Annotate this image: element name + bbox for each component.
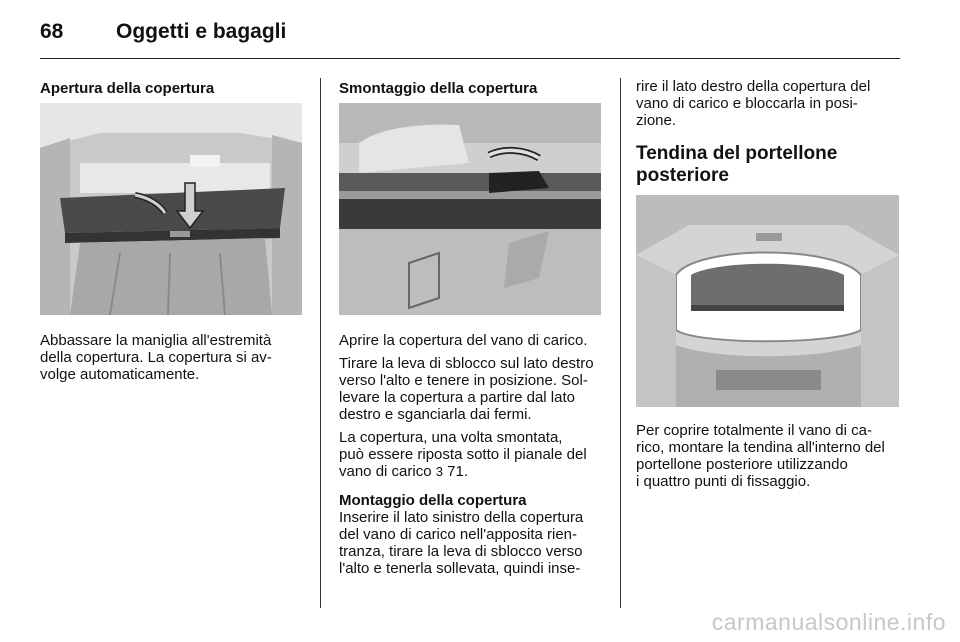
- paragraph: Per coprire totalmente il vano di ca- rico, montare la tendina all'interno del portellone posteriore utilizzando i quattro punti di fissaggio.: [636, 422, 885, 490]
- chapter-title: Oggetti e bagagli: [116, 20, 287, 43]
- figure-cover-removal: [339, 103, 601, 315]
- column-divider: [620, 78, 621, 608]
- figure-tailgate-blind: [636, 195, 899, 407]
- paragraph: Tirare la leva di sblocco sul lato destro verso l'alto e tenere in posizione. Sol- levare la copertura a partire dal lato destro e sganciarla dai fermi.: [339, 355, 594, 423]
- paragraph: Aprire la copertura del vano di carico.: [339, 332, 588, 349]
- line: volge automaticamente.: [40, 366, 200, 383]
- page-number: 68: [40, 20, 64, 43]
- paragraph: [40, 332, 310, 383]
- section-heading: Smontaggio della copertura: [339, 80, 538, 97]
- paragraph: Inserire il lato sinistro della copertura del vano di carico nell'apposita rien- tranza, tirare la leva di sblocco verso l'alto e tenerla sollevata, quindi inse-: [339, 509, 584, 577]
- figure-cover-opening: [40, 103, 302, 315]
- column-3-text-top: [636, 78, 906, 187]
- page-reference-icon: 3: [435, 464, 443, 479]
- paragraph: rire il lato destro della copertura del vano di carico e bloccarla in posi- zione.: [636, 78, 871, 129]
- watermark: carmanualsonline.info: [711, 609, 946, 635]
- paragraph: La copertura, una volta smontata, può essere riposta sotto il pianale del vano di carico 3 71.: [339, 429, 587, 480]
- column-1: [40, 80, 305, 97]
- section-heading: Apertura della copertura: [40, 80, 215, 97]
- line: Abbassare la maniglia all'estremità: [40, 332, 272, 349]
- subsection-heading: Montaggio della copertura: [339, 492, 527, 509]
- column-1-text: [40, 332, 310, 389]
- column-divider: [320, 78, 321, 608]
- line: della copertura. La copertura si av-: [40, 349, 272, 366]
- header-rule: [40, 58, 900, 59]
- section-heading: Tendina del portellone posteriore: [636, 143, 838, 186]
- column-2: [339, 80, 604, 97]
- page-reference[interactable]: 71.: [447, 463, 468, 480]
- column-2-text: [339, 332, 609, 583]
- column-3-text-bottom: [636, 422, 906, 496]
